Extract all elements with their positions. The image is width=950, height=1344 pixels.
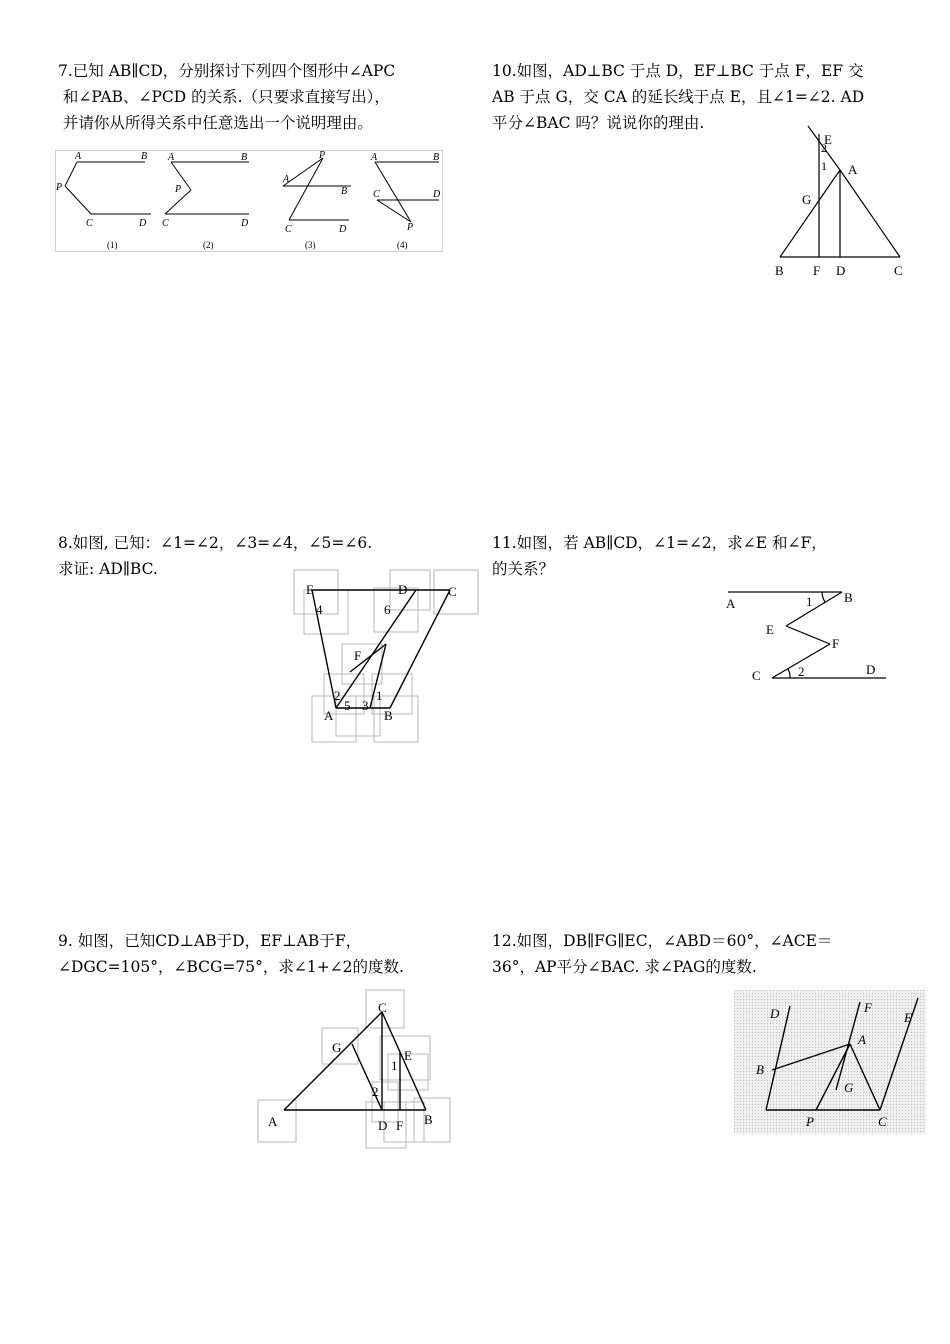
fig10-label-G: G bbox=[802, 192, 812, 207]
problem-11-figure bbox=[722, 582, 892, 686]
fig10-angle-2: 2 bbox=[821, 141, 827, 155]
fig9-label-E: E bbox=[404, 1048, 412, 1063]
problem-7-line-2: 和∠PAB、∠PCD 的关系.（只要求直接写出）， bbox=[58, 88, 390, 106]
fig10-label-E: E bbox=[824, 132, 832, 147]
fig11-label-A: A bbox=[726, 596, 736, 611]
fig7-label-P1: P bbox=[56, 182, 63, 193]
fig7-label-C2: C bbox=[162, 218, 169, 229]
fig7-label-C4: C bbox=[373, 189, 380, 200]
fig7-caption-4: (4) bbox=[397, 240, 408, 250]
fig10-angle-1: 1 bbox=[821, 159, 827, 173]
fig10-label-F: F bbox=[813, 263, 821, 278]
fig8-label-F: F bbox=[354, 648, 362, 663]
fig8-angle-1: 1 bbox=[376, 688, 383, 703]
fig8-angle-4: 4 bbox=[316, 602, 323, 617]
fig12-label-C: C bbox=[878, 1114, 887, 1129]
fig11-label-E: E bbox=[766, 622, 774, 637]
fig7-label-D2: D bbox=[241, 218, 249, 229]
fig9-label-C: C bbox=[378, 1000, 387, 1015]
fig8-angle-2: 2 bbox=[334, 688, 341, 703]
fig11-label-B: B bbox=[844, 590, 853, 605]
fig7-label-B4: B bbox=[433, 152, 440, 163]
fig7-label-A4: A bbox=[371, 152, 378, 163]
problem-7-figure bbox=[55, 150, 443, 252]
fig7-caption-2: (2) bbox=[203, 240, 214, 250]
fig8-label-D: D bbox=[398, 582, 408, 597]
fig7-caption-3: (3) bbox=[305, 240, 316, 250]
problem-10-line-3: 平分∠BAC 吗？说说你的理由. bbox=[492, 114, 705, 132]
fig7-label-C3: C bbox=[285, 224, 292, 235]
fig8-angle-6: 6 bbox=[384, 602, 391, 617]
fig7-label-B2: B bbox=[241, 152, 248, 163]
fig9-label-A: A bbox=[268, 1114, 278, 1129]
fig7-label-P2: P bbox=[175, 184, 182, 195]
fig9-label-D: D bbox=[378, 1118, 388, 1133]
fig8-label-A: A bbox=[324, 708, 334, 723]
problem-9 bbox=[58, 928, 404, 980]
fig7-label-A1: A bbox=[75, 151, 82, 162]
problem-10-figure bbox=[770, 122, 910, 284]
fig9-label-F: F bbox=[396, 1118, 404, 1133]
fig11-label-F: F bbox=[832, 636, 840, 651]
fig10-label-A: A bbox=[848, 162, 858, 177]
problem-12 bbox=[492, 928, 832, 980]
fig12-label-E: E bbox=[904, 1010, 912, 1025]
fig7-label-A3: A bbox=[283, 174, 290, 185]
problem-7 bbox=[58, 58, 395, 136]
fig10-label-C: C bbox=[894, 263, 903, 278]
fig7-label-D1: D bbox=[139, 218, 147, 229]
fig10-label-B: B bbox=[775, 263, 784, 278]
fig8-label-E: E bbox=[306, 582, 314, 597]
fig12-label-D: D bbox=[770, 1006, 780, 1021]
problem-10-line-1: 10.如图，AD⊥BC 于点 D，EF⊥BC 于点 F，EF 交 bbox=[492, 62, 864, 80]
fig10-label-D: D bbox=[836, 263, 846, 278]
fig7-label-B3: B bbox=[341, 186, 348, 197]
fig7-label-B1: B bbox=[141, 151, 148, 162]
fig11-label-C: C bbox=[752, 668, 761, 683]
problem-8-figure bbox=[290, 568, 490, 748]
problem-8-line-1: 8.如图, 已知：∠1=∠2，∠3=∠4，∠5=∠6. bbox=[58, 534, 373, 552]
fig12-label-F: F bbox=[864, 1000, 872, 1015]
fig12-label-G: G bbox=[844, 1080, 854, 1095]
fig7-label-D4: D bbox=[433, 189, 441, 200]
fig7-caption-1: (1) bbox=[107, 240, 118, 250]
fig8-label-C: C bbox=[448, 584, 457, 599]
fig7-label-A2: A bbox=[168, 152, 175, 163]
fig7-label-D3: D bbox=[339, 224, 347, 235]
problem-12-figure bbox=[734, 990, 926, 1134]
problem-7-line-1: 7.已知 AB∥CD，分别探讨下列四个图形中∠APC bbox=[58, 62, 396, 80]
problem-12-line-1: 12.如图，DB∥FG∥EC，∠ABD＝60°，∠ACE＝ bbox=[492, 932, 833, 950]
fig8-angle-5: 5 bbox=[344, 698, 351, 713]
fig7-label-C1: C bbox=[86, 218, 93, 229]
problem-8-line-2: 求证: AD∥BC. bbox=[58, 560, 158, 578]
problem-9-line-1: 9. 如图，已知CD⊥AB于D，EF⊥AB于F， bbox=[58, 932, 362, 950]
fig7-label-P4: P bbox=[407, 222, 414, 233]
fig9-label-B: B bbox=[424, 1112, 433, 1127]
problem-9-figure bbox=[254, 988, 454, 1152]
problem-10-line-2: AB 于点 G，交 CA 的延长线于点 E，且∠1=∠2. AD bbox=[492, 88, 865, 106]
fig8-angle-3: 3 bbox=[362, 698, 369, 713]
fig7-label-P3: P bbox=[319, 150, 326, 161]
fig8-label-B: B bbox=[384, 708, 393, 723]
fig12-label-P: P bbox=[806, 1114, 814, 1129]
problem-12-line-2: 36°，AP平分∠BAC. 求∠PAG的度数. bbox=[492, 958, 757, 976]
problem-11 bbox=[492, 530, 827, 582]
fig9-angle-1: 1 bbox=[391, 1058, 398, 1073]
fig9-angle-2: 2 bbox=[372, 1084, 379, 1099]
problem-7-line-3: 并请你从所得关系中任意选出一个说明理由。 bbox=[58, 114, 373, 132]
fig11-angle-2: 2 bbox=[798, 664, 805, 679]
problem-9-line-2: ∠DGC=105°，∠BCG=75°，求∠1+∠2的度数. bbox=[58, 958, 404, 976]
fig12-label-A: A bbox=[858, 1032, 866, 1047]
problem-11-line-1: 11.如图，若 AB∥CD，∠1=∠2，求∠E 和∠F， bbox=[492, 534, 827, 552]
figure-frame bbox=[56, 151, 443, 252]
fig12-label-B: B bbox=[756, 1062, 764, 1077]
fig9-label-G: G bbox=[332, 1040, 342, 1055]
problem-11-line-2: 的关系？ bbox=[492, 560, 555, 578]
fig11-angle-1: 1 bbox=[806, 594, 813, 609]
fig11-label-D: D bbox=[866, 662, 876, 677]
